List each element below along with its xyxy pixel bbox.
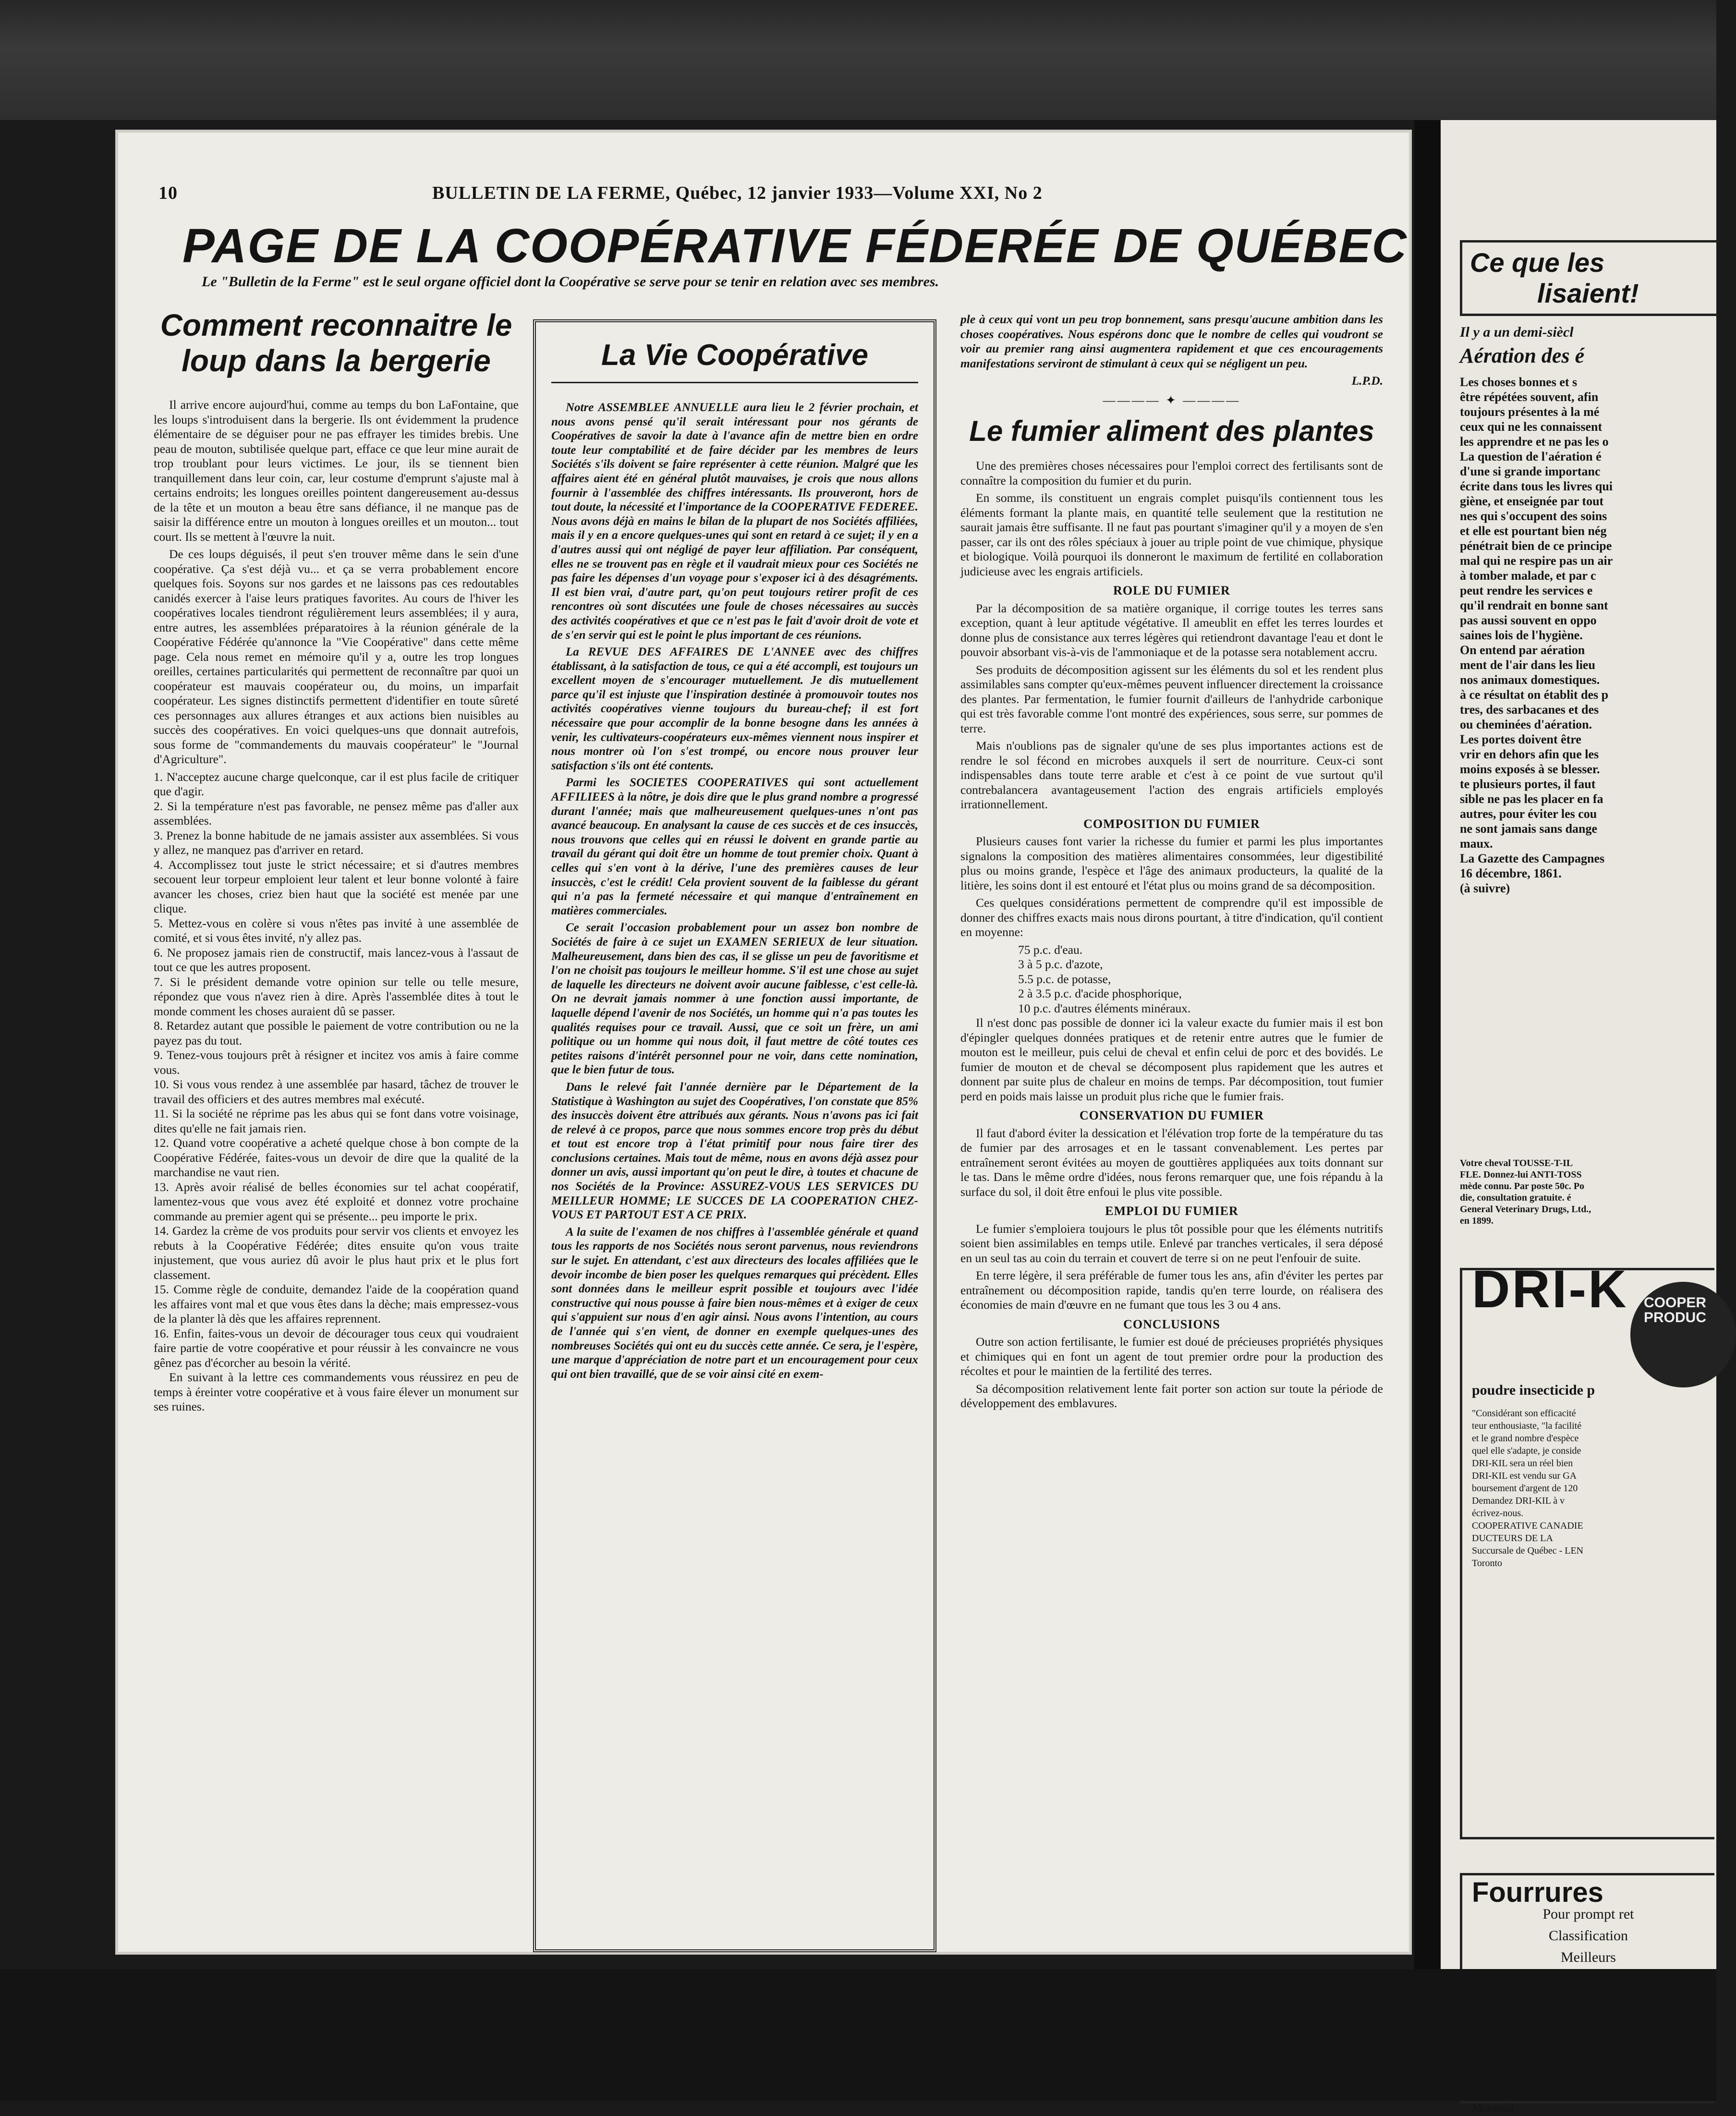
text-line: pénétrait bien de ce principe [1460,539,1612,553]
article-loup [154,307,519,1417]
ad-line: quel elle s'adapte, je conside [1472,1446,1581,1456]
scan-bottom-border [0,1969,1716,2101]
text-line: giène, et enseignée par tout [1460,494,1604,508]
text-line: d'une si grande importanc [1460,464,1601,478]
ad-line: mède connu. Par poste 50c. Po [1460,1181,1585,1192]
ad-line: boursement d'argent de 120 [1472,1483,1578,1494]
text-line: nos animaux domestiques. [1460,673,1600,687]
ad-line: FLE. Donnez-lui ANTI-TOSS [1460,1169,1582,1180]
text-line: tres, des sarbacanes et des [1460,703,1599,717]
section-heading: ROLE DU FUMIER [1113,584,1230,597]
text-line: et elle est pourtant bien nég [1460,524,1607,538]
section-heading: CONSERVATION DU FUMIER [1079,1108,1264,1122]
running-head: BULLETIN DE LA FERME, Québec, 12 janvier 1933—Volume XXI, No 2 [432,183,1043,203]
text-line: ne sont jamais sans dange [1460,822,1598,836]
paragraph: Parmi les SOCIETES COOPERATIVES qui sont actuellement AFFILIEES à la nôtre, je dois dire que le plus grand nombre a progressé durant l'année; mais que malheureusement quelques-unes n'ont pas avancé beaucoup. En analysant la cause de ces succès et de ces insuccès, nous trouvons que celles qui en réussi le doivent en grande partie au travail du gérant qui doit être un homme de tout premier choix. Quant à celles qui s'en vont à la dérive, l'une des premières causes de leur insuccès, c'est le crédit! Cela provient souvent de la faiblesse du gérant qui n'a pas la fermeté nécessaire et qui manque d'entraînement en matières commerciales. [551,776,918,917]
paragraph: Une des premières choses nécessaires pour l'emploi correct des fertilisants sont de connaître la composition du fumier et du purin. [960,459,1383,487]
paragraph: Le fumier s'emploiera toujours le plus tôt possible pour que les éléments nutritifs soient bien assimilables en temps utile. Enlevé par tranches verticales, il sera déposé en un seul tas au coin du terrain et couvert de terre si on ne peut l'enfouir de suite. [960,1221,1383,1265]
text-line: ceux qui ne les connaissent [1460,420,1602,434]
paragraph: Il faut d'abord éviter la dessication et l'élévation trop forte de la température du tas de fumier par des arrosages et en le tassant convenablement. Les pertes par entraînement seront évitées au moyen de gouttières appliquées aux toits donnant sur le tas. Dans le même ordre d'idées, nous ferons remarquer que, une fois répandu à la surface du sol, il doit être enfoui le plus vite possible. [960,1126,1383,1199]
box-title: La Vie Coopérative [601,339,868,372]
box-title: Ce que les [1470,247,1605,278]
ad-heading: poudre insecticide p [1472,1382,1595,1398]
list-item: 3 à 5 p.c. d'azote, [1018,957,1103,971]
text-line: te plusieurs portes, il faut [1460,777,1596,791]
ad-line: Pour prompt ret [1542,1906,1634,1922]
text-line: qu'il rendrait en bonne sant [1460,598,1608,612]
list-item: 6. Ne proposez jamais rien de constructif, mais lancez-vous à l'assaut de tout ce que les autres proposent. [154,945,519,974]
paragraph: En terre légère, il sera préférable de fumer tous les ans, afin d'éviter les pertes par entraînement ou décomposition rapide, tandis qu'en terre lourde, on réalisera des économies de main d'œuvre en ne fumant que tous les 3 ou 4 ans. [960,1268,1383,1312]
text-line: moins exposés à se blesser. [1460,762,1600,776]
section-title: Aération des é [1460,344,1585,367]
ad-line: die, consultation gratuite. é [1460,1192,1571,1203]
scan-top-border [0,0,1716,120]
paragraph: Ses produits de décomposition agissent sur les éléments du sol et les rendent plus assimilables sans compter qu'eux-mêmes peuvent influencer directement la croissance des plantes. Par fermentation, le fumier fournit d'ailleurs de l'anhydride carbonique qui est très favorable comme l'ont montré des expériences, sous serre, sur pommes de terre. [960,662,1383,735]
paragraph: Il n'est donc pas possible de donner ici la valeur exacte du fumier mais il est bon d'épingler quelques données pratiques et de retenir entre autres que le fumier de mouton est le meilleur, puis celui de cheval et enfin celui de porc et des bovidés. Le fumier de mouton et de cheval se décomposent plus rapidement que les autres et donnent par suite plus de chaleur en moins de temps. Par décomposition, tout fumier perd en poids mais laisse un produit plus riche que le fumier frais. [960,1016,1383,1103]
section-heading: CONCLUSIONS [1123,1317,1220,1331]
paragraph: Par la décomposition de sa matière organique, il corrige toutes les terres sans exception, quant à leur aptitude végétative. Il ameublit en effet les terres lourdes et donne plus de consistance aux terres légères qui retiendront davantage l'eau et dont le pouvoir absorbant vis-à-vis de l'ammoniaque et de la potasse sera notablement accru. [960,601,1383,659]
section-heading: COMPOSITION DU FUMIER [1083,816,1260,831]
paragraph: Plusieurs causes font varier la richesse du fumier et parmi les plus importantes signalons la composition des matières alimentaires consommées, leur digestibilité plus ou moins grande, l'espèce et l'âge des animaux producteurs, la qualité de la litière, les soins dont il est entouré et l'état plus ou moins grand de sa décomposition. [960,834,1383,892]
text-line: ment de l'air dans les lieu [1460,658,1595,672]
ad-line: Classification [1549,1928,1628,1944]
ad-line: COOPERATIVE CANADIE [1472,1520,1583,1531]
list-item: 2. Si la température n'est pas favorable, ne pensez même pas d'aller aux assemblées. [154,799,519,827]
ad-heading: Fourrures [1472,1877,1603,1908]
text-line: écrite dans tous les livres qui [1460,479,1613,493]
text-line: On entend par aération [1460,643,1585,657]
newspaper-page [115,130,1412,1955]
masthead: PAGE DE LA COOPÉRATIVE FÉDERÉE DE QUÉBEC [182,219,1408,273]
paragraph: Dans le relevé fait l'année dernière par le Département de la Statistique à Washington au sujet des Coopératives, l'on constate que 85% des insuccès doivent être attribués aux gérants. Nous n'avons pas ici fait de relevé à ce propos, parce que nous sommes encore trop près du début et tout est encore trop à l'état primitif pour nous faire tirer des conclusions certaines. Mais tout de même, nous en avons déjà assez pour donner un avis, aussi important qu'on peut le dire, à toutes et chacune de nos Sociétés de la Province: ASSUREZ-VOUS LES SERVICES DU MEILLEUR HOMME; LE SUCCES DE LA COOPERATION CHEZ-VOUS ET PARTOUT EST A CE PRIX. [551,1080,918,1222]
ad-line: Toronto [1472,1558,1503,1569]
text-line: Les portes doivent être [1460,732,1581,746]
masthead-subtitle: Le "Bulletin de la Ferme" est le seul organe officiel dont la Coopérative se serve pour se tenir en relation avec ses membres. [202,274,939,290]
box-vie-cooperative [533,319,936,1952]
list-item: 10 p.c. d'autres éléments minéraux. [1018,1001,1191,1015]
ad-line: et le grand nombre d'espèce [1472,1433,1579,1444]
box-title: lisaient! [1537,278,1639,308]
paragraph: Sa décomposition relativement lente fait porter son action sur toute la période de développement des emblavures. [960,1381,1383,1410]
dri-word: DRI-K [1472,1260,1628,1319]
text-line: Les choses bonnes et s [1460,375,1578,389]
ad-line: Demandez DRI-KIL à v [1472,1496,1565,1506]
text-line: pas aussi souvent en oppo [1460,613,1597,627]
list-item: 9. Tenez-vous toujours prêt à résigner et incitez vos amis à faire comme vous. [154,1048,519,1077]
text-line: maux. [1460,837,1493,851]
text-line: La question de l'aération é [1460,450,1602,463]
ad-line: Meilleurs [1561,1949,1616,1965]
ad-line: Votre cheval TOUSSE-T-IL [1460,1158,1573,1168]
text-line: vrir en dehors afin que les [1460,747,1599,761]
text-line: toujours présentes à la mé [1460,405,1600,419]
article-title: Le fumier aliment des plantes [969,415,1374,447]
ad-line: DRI-KIL sera un réel bien [1472,1458,1573,1469]
ad-line: General Veterinary Drugs, Ltd., [1460,1204,1591,1215]
paragraph: Outre son action fertilisante, le fumier est doué de précieuses propriétés physiques et chimiques qui en font un agent de tout premier ordre pour la production des récoltes et pour le maintien de la fertilité des terres. [960,1335,1383,1378]
list-item: 7. Si le président demande votre opinion sur telle ou telle mesure, répondez que vous n'avez rien à dire. Après l'assemblée dites à tout le monde comment les choses auraient dû se passer. [154,974,519,1018]
list-item: 15. Comme règle de conduite, demandez l'aide de la coopération quand les affaires vont mal et que vous êtes dans la dèche; mais empressez-vous de la planter là dès que les affaires reprennent. [154,1282,519,1326]
paragraph: En somme, ils constituent un engrais complet puisqu'ils contiennent tous les éléments formant la plante mais, en quantité telle seulement que la restitution ne saurait jamais être suffisante. Il ne faut pas pourtant s'imaginer qu'il y a moyen de s'en passer, car ils ont des rôles spéciaux à jouer au triple point de vue chimique, physique et biologique. Voilà pourquoi ils donneront le maximum de fertilité en collaboration judicieuse avec les engrais artificiels. [960,491,1383,578]
article-fumier [960,312,1383,1414]
ad-line: Montréal, [1472,2102,1517,2115]
ad-tousse [1460,1157,1719,1227]
text-line: ou cheminées d'aération. [1460,717,1592,731]
list-item: 11. Si la société ne réprime pas les abus qui se font dans votre voisinage, dites qu'elle ne fait jamais rien. [154,1107,519,1135]
list-item: 1. N'acceptez aucune charge quelconque, car il est plus facile de critiquer que d'agir. [154,769,519,798]
ornament-divider: ———— ✦ ———— [1103,393,1241,407]
paragraph: Notre ASSEMBLEE ANNUELLE aura lieu le 2 février prochain, et nous avons pensé qu'il serait intéressant pour nos gérants de Coopératives de savoir la date à l'avance afin de mettre bien en ordre toute leur comptabilité et de faire décider par les membres de leurs Sociétés s'ils doivent se faire représenter à cette réunion. Malgré que les affaires aient été en général plutôt mauvaises, je crois que nous allons fournir à l'assemblée des chiffres intéressants. Ils prouveront, hors de tout doute, la nécessité et l'importance de la COOPERATIVE FEDEREE. Nous avons déjà en mains le bilan de la plupart de nos Sociétés affiliées, mais il y en a encore quelques-unes qui sont en retard à ce sujet; il y en a d'autres aussi qui ont négligé de payer leur affiliation. Par conséquent, elles ne se trouvent pas en règle et il vaudrait mieux pour ces Sociétés ne pas faire les dépenses d'un voyage pour s'exposer ici à des désagréments. Il est bien vrai, d'autre part, qu'on peut toujours retirer profit de ces rencontres où sont discutées une foule de choses nécessaires au succès des activités coopératives et que ce n'est pas le fait d'avoir droit de vote et de s'en servir qui est le point le plus important de ces réunions. [551,401,918,642]
text-line: nes qui s'occupent des soins [1460,509,1607,523]
text-line: à tomber malade, et par c [1460,569,1596,583]
text-line: les apprendre et ne pas les o [1460,435,1609,449]
text-line: 16 décembre, 1861. [1460,866,1562,880]
page-gutter [1414,120,1441,1983]
cooperative-seal: COOPER PRODUC [1630,1282,1736,1387]
ad-line: teur enthousiaste, "la facilité [1472,1421,1582,1431]
article-title: Comment reconnaitre le loup dans la bergerie [160,308,512,378]
list-item: 5. Mettez-vous en colère si vous n'êtes pas invité à une assemblée de comité, et si vous êtes invité, n'y allez pas. [154,916,519,945]
paragraph: A la suite de l'examen de nos chiffres à l'assemblée générale et quand tous les rapports de nos Sociétés nous seront parvenus, nous reviendrons sur le sujet. En attendant, c'est aux directeurs des locales affiliées que le devoir incombe de bien poser les quelques remarques qui précèdent. Elles sont données dans le meilleur esprit possible et toujours avec l'idée constructive qui nous pousse à faire bien nous-mêmes et à exiger de ceux qui s'appuient sur nous d'en agir ainsi. Nous avons l'intention, au cours de l'année qui s'en vient, de donner en exemple quelques-unes des nombreuses Sociétés qui ont eu du succès cette année. Ce sera, je l'espère, une marque d'appréciation de notre part et un encouragement pour ceux qui ont bien travaillé, que de se voir ainsi cité en exem- [551,1225,918,1381]
signature: L.P.D. [1351,374,1383,388]
list-item: 5.5 p.c. de potasse, [1018,972,1111,986]
paragraph: En suivant à la lettre ces commandements vous réussirez en peu de temps à éreinter votre coopérative et à vous faire élever un monument sur ses ruines. [154,1370,519,1413]
list-item: 8. Retardez autant que possible le paiement de votre contribution ou ne la payez pas du tout. [154,1019,519,1047]
ad-line: en 1899. [1460,1216,1493,1226]
ad-line: "Considérant son efficacité [1472,1408,1576,1419]
list-item: 75 p.c. d'eau. [1018,942,1083,957]
box-subtitle: Il y a un demi-siècl [1460,324,1574,340]
ad-line: DRI-KIL est vendu sur GA [1472,1471,1577,1481]
ad-line: Succursale de Québec - LEN [1472,1545,1584,1556]
list-item: 4. Accomplissez tout juste le strict nécessaire; et si d'autres membres secouent leur torpeur emploient leur talent et leur bonne volonté à faire avancer les choses, criez bien haut que la société est menée par une clique. [154,857,519,915]
page-number: 10 [158,183,178,203]
ad-line: DUCTEURS DE LA [1472,1533,1553,1544]
ad-dri-kil [1460,1260,1714,1839]
text-line: mal qui ne respire pas un air [1460,554,1613,568]
paragraph: Ce serait l'occasion probablement pour un assez bon nombre de Sociétés de faire à ce sujet un EXAMEN SERIEUX de leur situation. Malheureusement, dans bien des cas, il se glisse un peu de favoritisme et l'on ne choisit pas toujours le meilleur homme. S'il est une chose au sujet de laquelle les directeurs ne doivent avoir aucune faiblesse, c'est celle-là. On ne devrait jamais nommer à une fonction aussi importante, de laquelle dépend l'avenir de nos Sociétés, un homme qui n'a pas toutes les qualités requises pour ce travail. Aussi, que ce soit un frère, un ami politique ou un homme qui nous doit, il faut mettre de côté toutes ces petites raisons d'intérêt personnel pour ne voir, dans cette nomination, que le bien futur de tous. [551,921,918,1077]
list-item: 10. Si vous vous rendez à une assemblée par hasard, tâchez de trouver le travail des officiers et des autres membres mal exécuté. [154,1077,519,1106]
dri-kil-logo [1472,1260,1707,1373]
list-item: 13. Après avoir réalisé de belles économies sur tel achat coopératif, lamentez-vous que vous avez été exploité et donnez votre prochaine commande au premier agent qui se présente... peu importe le prix. [154,1180,519,1223]
list-item: 3. Prenez la bonne habitude de ne jamais assister aux assemblées. Si vous y allez, ne manquez pas d'arriver en retard. [154,828,519,857]
paragraph: Il arrive encore aujourd'hui, comme au temps du bon LaFontaine, que les loups s'introduisent dans la bergerie. Ils ont évidemment la prudence élémentaire de se déguiser pour ne pas effrayer les timides brebis. Une peau de mouton, subtilisée quelque part, efface ce que leur mine aurait de trop troublant pour leurs victimes. Le jour, ils se tiennent bien tranquillement dans leur coin, car, leur costume d'emprunt s'ajuste mal à certains endroits; les longues oreilles pointent dangereusement au-dessus de la tête et un mouton a beau être sans défiance, il ne manque pas de saisir la différence entre un mouton à longues oreilles et un mouton... tout court. Ils se mettent à l'œuvre la nuit. [154,398,519,544]
paragraph: Ces quelques considérations permettent de comprendre qu'il est impossible de donner des chiffres exacts mais nous dirons pourtant, à titre d'indication, qu'il contient en moyenne: [960,896,1383,939]
text-line: (à suivre) [1460,881,1510,895]
paragraph: La REVUE DES AFFAIRES DE L'ANNEE avec des chiffres établissant, à la satisfaction de tous, ce qui a été accompli, est toujours un excellent moyen de s'encourager mutuellement. Je dis mutuellement parce qu'il est injuste que l'inspiration destinée à promouvoir toutes nos activités coopératives vienne toujours du bureau-chef; il est fort nécessaire que pour accomplir de la bonne besogne dans les années à venir, les cultivateurs-coopérateurs eux-mêmes viennent nous inspirer et nous montrer où l'on s'est trompé, ou encore nous prouver leur satisfaction s'ils ont été contents. [551,645,918,772]
ad-body [1472,1407,1705,1569]
list-item: 2 à 3.5 p.c. d'acide phosphorique, [1018,986,1182,1000]
list-item: 14. Gardez la crème de vos produits pour servir vos clients et envoyez les rebuts à la Coopérative Fédérée; dites ensuite qu'on vous traite injustement, que vous auriez dû avoir le plus haut prix et le plus fort classement. [154,1224,519,1282]
text-line: sible ne pas les placer en fa [1460,792,1603,806]
history-text [1460,375,1719,896]
list-item: 12. Quand votre coopérative a acheté quelque chose à bon compte de la Coopérative Fédérée, faites-vous un devoir de dire que la qualité de la marchandise ne vaut rien. [154,1136,519,1179]
history-box [1460,240,1719,367]
ad-line: écrivez-nous. [1472,1508,1524,1519]
list-item: 16. Enfin, faites-vous un devoir de décourager tous ceux qui voudraient faire partie de votre coopérative et pour réussir à les convaincre ne vous gênez pas d'écorcher au besoin la vérité. [154,1326,519,1370]
text-line: être répétées souvent, afin [1460,390,1599,404]
facing-page [1441,120,1716,2115]
text-line: peut rendre les services e [1460,584,1593,597]
paragraph: De ces loups déguisés, il peut s'en trouver même dans le sein d'une coopérative. Ça s'est déjà vu... et ça se verra probablement encore quelques fois. Soyons sur nos gardes et ne laissons pas ces redoutables canidés exercer à l'aise leurs pratiques favorites. Au cours de l'hiver les coopératives locales tiendront régulièrement leurs assemblées; il y aura, entre autres, les assemblées préparatoires à la réunion générale de la Coopérative Fédérée qu'annonce la "Vie Coopérative" dans cette même page. Cela nous remet en mémoire qu'il y a, outre les trop longues oreilles, certaines particularités qui permettent de reconnaître par quoi un coopérateur est mauvais coopérateur ou, du moins, un imparfait coopérateur. Les signes distinctifs permettent d'identifier en toute sûreté ces personnages aux allures étranges et aux actions bien nuisibles au succès des coopératives. En voici quelques-uns que donnait autrefois, sous forme de "commandements du mauvais coopérateur" le "Journal d'Agriculture". [154,547,519,766]
text-line: autres, pour éviter les cou [1460,807,1597,821]
text-line: à ce résultat on établit des p [1460,688,1609,702]
text-line: La Gazette des Campagnes [1460,851,1605,865]
continuation-text: ple à ceux qui vont un peu trop bonnement, sans presqu'aucune ambition dans les choses coopératives. Nous espérons donc que le nombre de celles qui voudront se voir au premier rang ainsi augmentera rapidement et que ces encouragements manifestations serviront de stimulant à ceux qui se négligent un peu. [960,312,1383,370]
box-rule [551,382,918,383]
section-heading: EMPLOI DU FUMIER [1105,1204,1238,1218]
paragraph: Mais n'oublions pas de signaler qu'une de ses plus importantes actions est de rendre le sol fécond en microbes auxquels il sert de nourriture. Ceux-ci sont indispensables dans toute terre arable et c'est à ce point de vue surtout qu'il contrebalancera avantageusement l'action des engrais artificiels employés irrationnellement. [960,739,1383,811]
text-line: saines lois de l'hygiène. [1460,628,1583,642]
